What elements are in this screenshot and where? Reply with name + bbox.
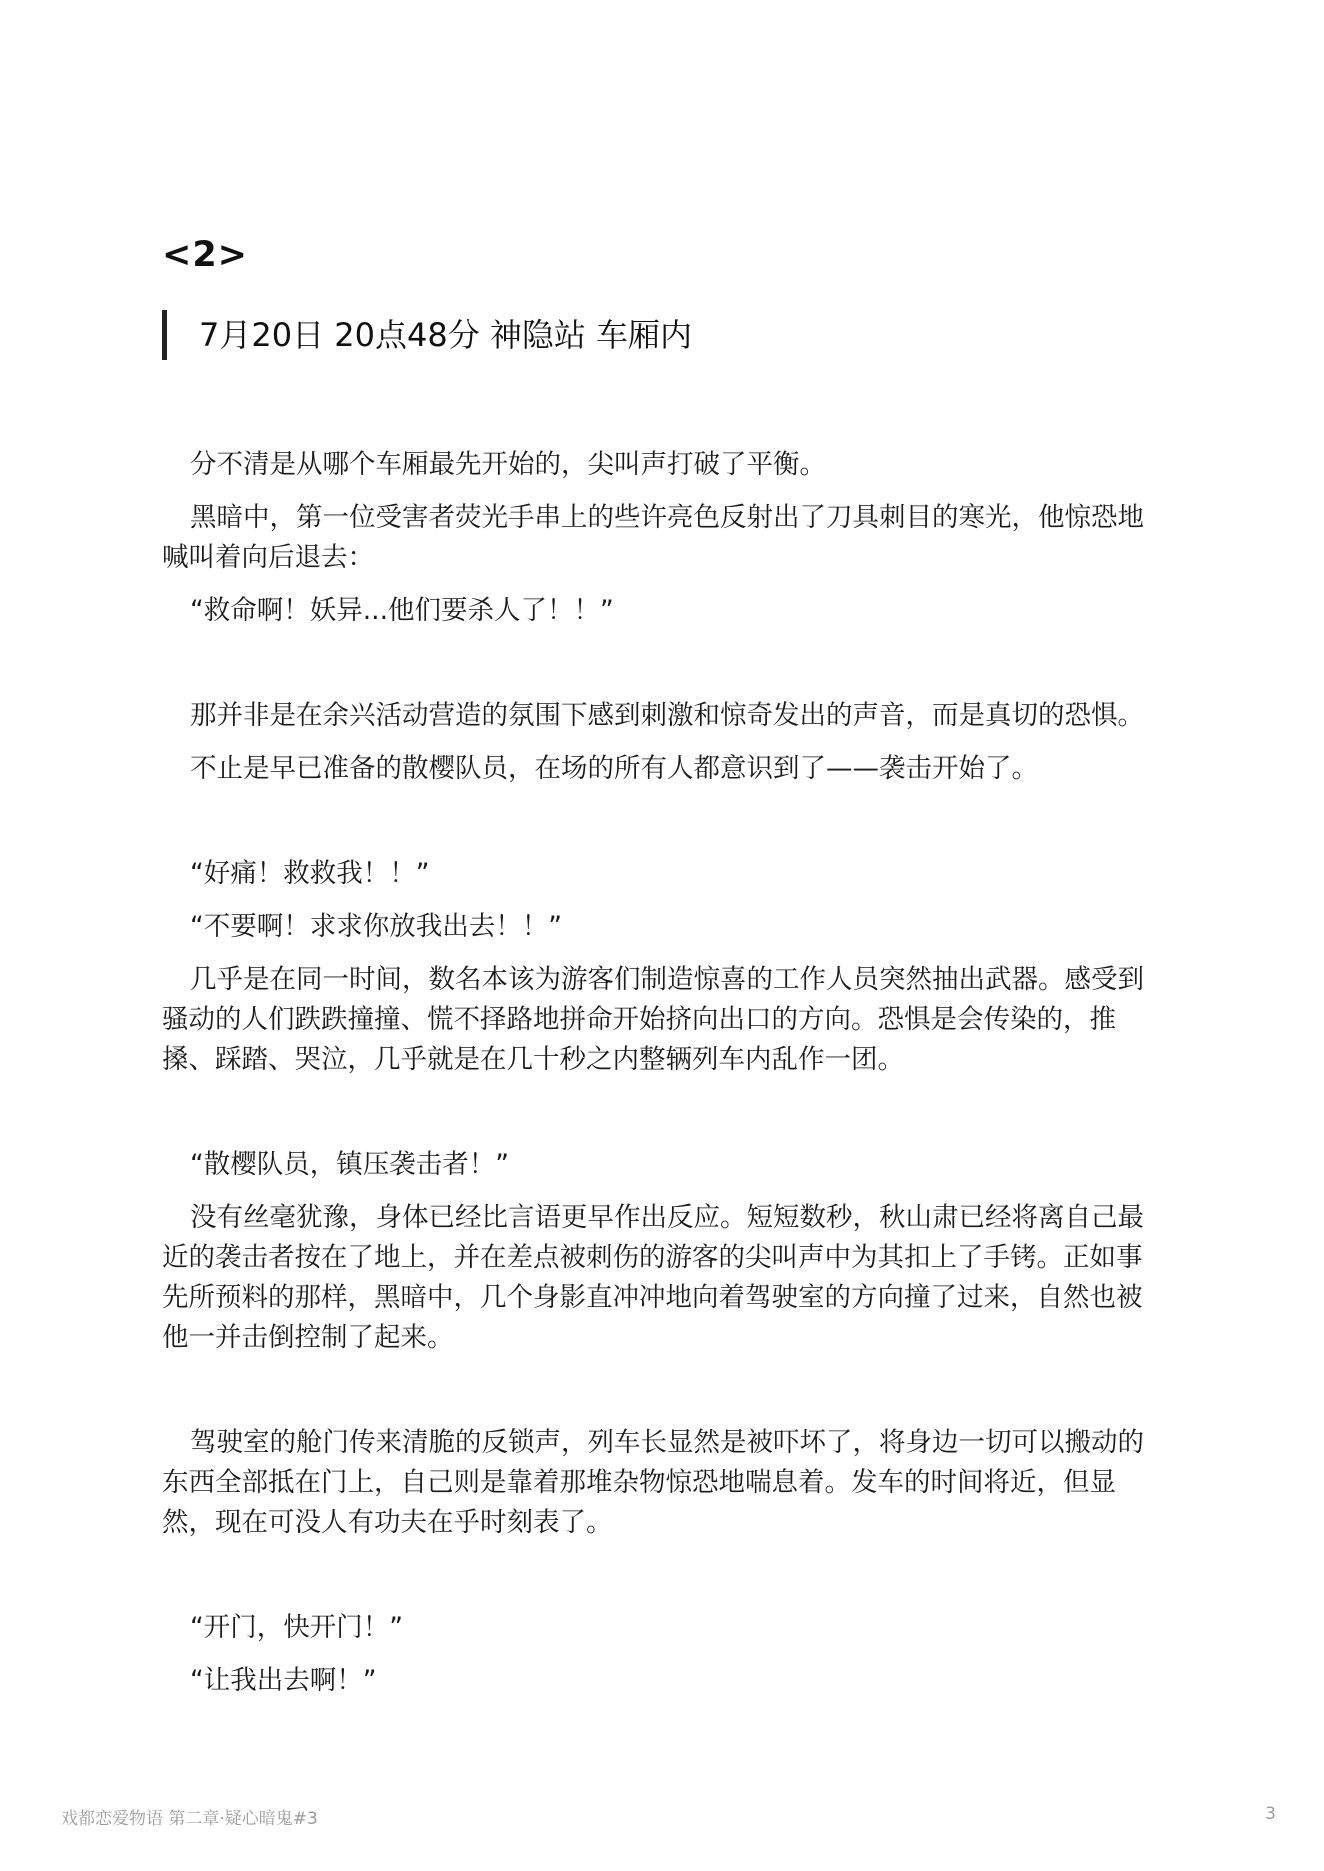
dialogue-line: “好痛！救救我！！” [190, 858, 430, 889]
dialogue-line: “开门，快开门！” [190, 1612, 403, 1643]
section-number: <2> [162, 235, 249, 275]
paragraph-gap [162, 802, 1162, 854]
paragraph: 几乎是在同一时间，数名本该为游客们制造惊喜的工作人员突然抽出武器。感受到骚动的人们跌跌撞撞、慌不择路地拼命开始挤向出口的方向。恐惧是会传染的，推搡、踩踏、哭泣，几乎就是在几十秒之内整辆列车内乱作一团。 [162, 964, 1144, 1075]
paragraph: 黑暗中，第一位受害者荧光手串上的些许亮色反射出了刀具刺目的寒光，他惊恐地喊叫着向后退去： [162, 502, 1144, 573]
dialogue-line: “不要啊！求求你放我出去！！” [190, 911, 562, 942]
paragraph-gap [162, 1556, 1162, 1608]
page-number: 3 [1265, 1804, 1276, 1824]
dialogue-line: “散樱队员，镇压袭击者！” [190, 1149, 509, 1180]
paragraph: 分不清是从哪个车厢最先开始的，尖叫声打破了平衡。 [190, 449, 826, 480]
scene-heading: 7月20日 20点48分 神隐站 车厢内 [162, 310, 692, 360]
paragraph: 没有丝毫犹豫，身体已经比言语更早作出反应。短短数秒，秋山肃已经将离自己最近的袭击者按在了地上，并在差点被刺伤的游客的尖叫声中为其扣上了手铐。正如事先所预料的那样，黑暗中，几个身影直冲冲地向着驾驶室的方向撞了过来，自然也被他一并击倒控制了起来。 [162, 1202, 1144, 1353]
paragraph: 不止是早已准备的散樱队员，在场的所有人都意识到了——袭击开始了。 [190, 753, 1038, 784]
paragraph-gap [162, 1093, 1162, 1145]
footer-title: 戏都恋爱物语 第二章·疑心暗鬼#3 [61, 1809, 318, 1829]
paragraph-gap [162, 644, 1162, 696]
paragraph-gap [162, 1371, 1162, 1423]
paragraph: 那并非是在余兴活动营造的氛围下感到刺激和惊奇发出的声音，而是真切的恐惧。 [190, 700, 1144, 731]
dialogue-line: “救命啊！妖异...他们要杀人了！！” [190, 595, 614, 626]
dialogue-line: “让我出去啊！” [190, 1665, 377, 1696]
paragraph: 驾驶室的舱门传来清脆的反锁声，列车长显然是被吓坏了，将身边一切可以搬动的东西全部抵在门上，自己则是靠着那堆杂物惊恐地喘息着。发车的时间将近，但显然，现在可没人有功夫在乎时刻表了。 [162, 1427, 1144, 1538]
body-text [162, 445, 1162, 1714]
